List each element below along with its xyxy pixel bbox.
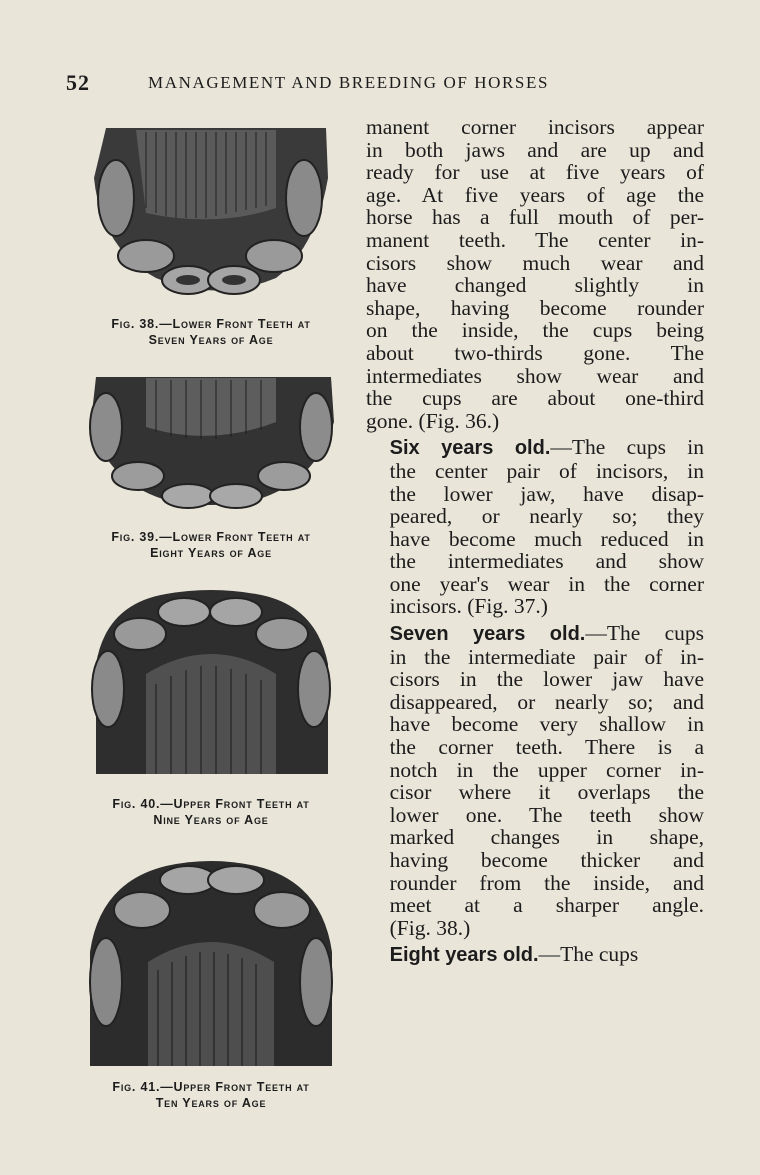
running-head: MANAGEMENT AND BREEDING OF HORSES [148,73,550,92]
figure-40-illustration [76,584,346,780]
figure-41-illustration [76,852,346,1068]
figure-39-illustration [76,372,346,512]
text-line-first [366,943,704,967]
page-header [0,70,760,98]
figure-39-caption [76,529,346,561]
text-line: rounder from the inside, and [389,870,704,895]
text-line: have become very shallow in [389,712,704,737]
figure-40-caption-line2: Nine Years of Age [153,813,269,827]
text-line: disappeared, or nearly so; and [389,689,704,714]
text-line: the corner teeth. There is a [389,735,704,760]
text-line: about two-thirds gone. The [366,340,704,365]
text-segment: —The cups in [550,435,704,460]
figure-40-caption-line1: Fig. 40.—Upper Front Teeth at [112,797,310,811]
text-segment: —The cups [538,942,639,967]
text-line: incisors. (Fig. 37.) [389,594,548,619]
text-line: horse has a full mouth of per- [366,205,704,230]
text-line: have become much reduced in [389,526,704,551]
text-line: gone. (Fig. 36.) [366,408,500,433]
figure-40-caption [76,796,346,828]
figure-38-caption-line1: Fig. 38.—Lower Front Teeth at [111,317,311,331]
text-line: having become thicker and [389,848,704,872]
text-line-first [366,436,704,460]
text-line: meet at a sharper angle. [389,893,704,918]
text-line: (Fig. 38.) [389,915,471,940]
page-number: 52 [66,70,90,95]
text-line: age. At five years of age the [366,182,704,207]
text-line: the intermediates and show [389,549,704,574]
text-line: in the intermediate pair of in- [389,644,704,669]
text-segment: —The cups [585,621,704,646]
text-line: ready for use at five years of [366,160,704,185]
paragraph-eight-years [366,943,704,967]
text-line: cisors in the lower jaw have [389,667,704,692]
figure-41-caption-line1: Fig. 41.—Upper Front Teeth at [112,1080,310,1094]
text-line: the cups are about one-third [366,386,704,411]
paragraph-five-years [366,116,704,432]
runin-heading-eight-years: Eight years old. [389,944,539,967]
text-line: lower one. The teeth show [389,802,704,827]
text-line: on the inside, the cups being [366,318,704,343]
figure-41-caption [76,1079,346,1111]
runin-heading-seven-years: Seven years old. [389,623,586,646]
text-line: peared, or nearly so; they [389,504,704,529]
runin-heading-six-years: Six years old. [389,437,551,460]
text-line: manent corner incisors appear [366,115,704,139]
figure-39-caption-line2: Eight Years of Age [150,546,272,560]
text-line: in both jaws and are up and [366,137,704,162]
figure-38-caption-line2: Seven Years of Age [148,333,274,347]
paragraph-seven-years [366,622,704,939]
text-line: notch in the upper corner in- [389,757,704,782]
figure-38-caption [76,316,346,348]
figure-41-caption-line2: Ten Years of Age [155,1096,267,1110]
text-line: manent teeth. The center in- [366,227,704,252]
figure-39-caption-line1: Fig. 39.—Lower Front Teeth at [111,530,311,544]
figure-38-illustration [76,118,346,308]
text-line: cisor where it overlaps the [389,780,704,805]
text-line-first [366,622,704,646]
text-line: the lower jaw, have disap- [389,481,704,506]
text-line: cisors show much wear and [366,250,704,275]
text-line: have changed slightly in [366,273,704,298]
text-line: intermediates show wear and [366,363,704,388]
body-text-column [366,116,704,967]
text-line: the center pair of incisors, in [389,458,704,483]
text-line: marked changes in shape, [389,825,704,850]
paragraph-six-years [366,436,704,618]
text-line: shape, having become rounder [366,295,704,320]
text-line: one year's wear in the corner [389,571,704,596]
